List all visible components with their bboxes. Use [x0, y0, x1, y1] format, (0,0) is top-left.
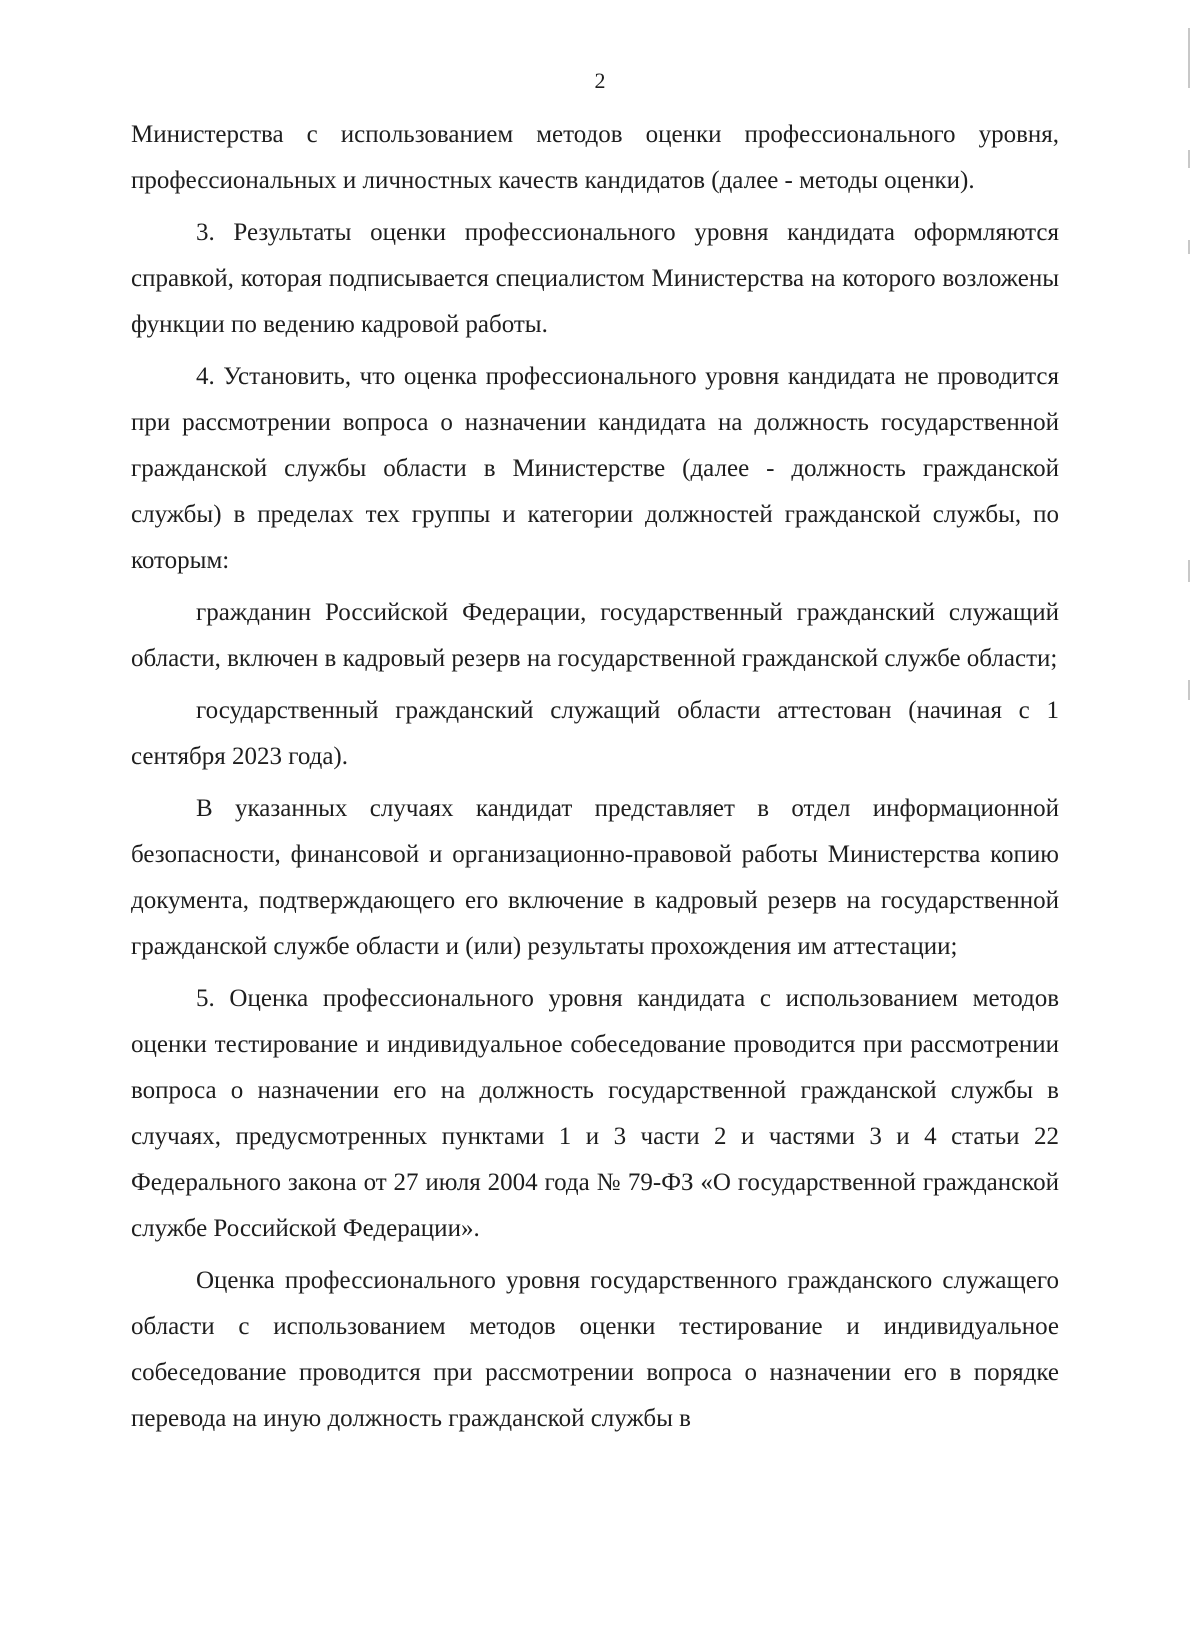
scan-edge-mark	[1188, 28, 1190, 88]
scan-edge-mark	[1188, 150, 1190, 168]
paragraph-condition-reserve: гражданин Российской Федерации, государственный гражданский служащий области, включен в кадровый резерв на государственной гражданской службе области;	[131, 599, 1059, 672]
paragraph-condition-attestation: государственный гражданский служащий области аттестован (начиная с 1 сентября 2023 года).	[131, 697, 1059, 770]
paragraph-continuation: Министерства с использованием методов оценки профессионального уровня, профессиональных и личностных качеств кандидатов (далее - методы оценки).	[131, 121, 1059, 194]
paragraph-item-3: 3. Результаты оценки профессионального уровня кандидата оформляются справкой, которая подписывается специалистом Министерства на которого возложены функции по ведению кадровой работы.	[131, 219, 1059, 338]
paragraph-item-5: 5. Оценка профессионального уровня кандидата с использованием методов оценки тестирование и индивидуальное собеседование проводится при рассмотрении вопроса о назначении его на должность государственной гражданской службы в случаях, предусмотренных пунктами 1 и 3 части 2 и частями 3 и 4 статьи 22 Федерального закона от 27 июля 2004 года № 79-ФЗ «О государственной гражданской службе Российской Федерации».	[131, 985, 1059, 1242]
document-body	[131, 112, 1059, 1442]
scan-edge-mark	[1188, 560, 1190, 582]
paragraph-item-4: 4. Установить, что оценка профессионального уровня кандидата не проводится при рассмотрении вопроса о назначении кандидата на должность государственной гражданской службы области в Министерстве (далее - должность гражданской службы) в пределах тех группы и категории должностей гражданской службы, по которым:	[131, 363, 1059, 574]
page-number: 2	[594, 68, 606, 93]
scan-edge-mark	[1188, 240, 1190, 254]
paragraph-documents: В указанных случаях кандидат представляет в отдел информационной безопасности, финансовой и организационно-правовой работы Министерства копию документа, подтверждающего его включение в кадровый резерв на государственной гражданской службе области и (или) результаты прохождения им аттестации;	[131, 795, 1059, 960]
scan-edge-mark	[1188, 680, 1190, 700]
paragraph-transfer-assessment: Оценка профессионального уровня государственного гражданского служащего области с использованием методов оценки тестирование и индивидуальное собеседование проводится при рассмотрении вопроса о назначении его в порядке перевода на иную должность гражданской службы в	[131, 1267, 1059, 1432]
